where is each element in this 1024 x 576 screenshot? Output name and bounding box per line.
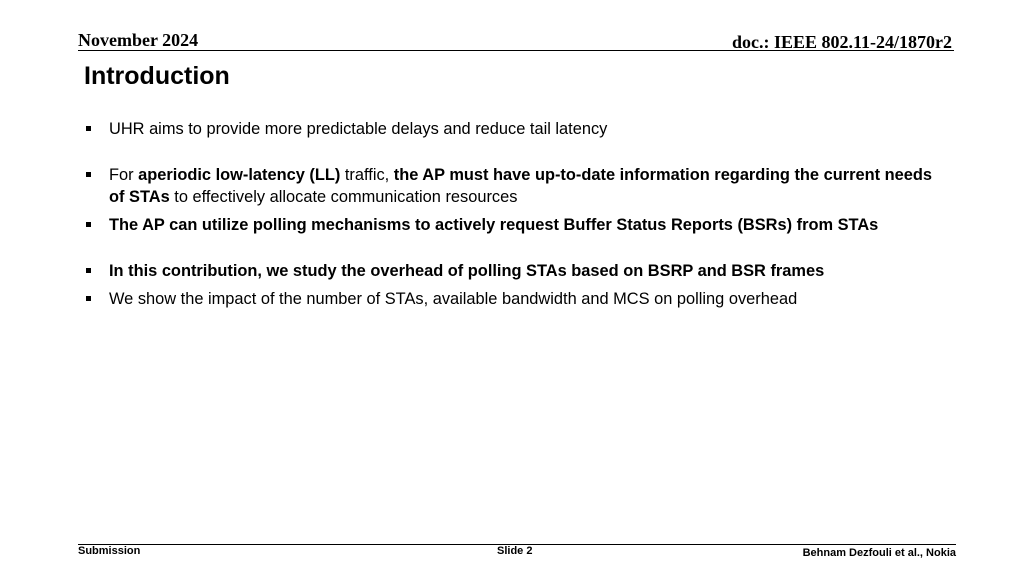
bullet-square-icon [86,296,91,301]
bullet-text: We show the impact of the number of STAs, available bandwidth and MCS on polling overhead [109,290,798,308]
bullet-item [84,164,934,208]
bullet-text: UHR aims to provide more predictable delays and reduce tail latency [109,120,608,138]
bullet-text: For [109,166,139,184]
bullet-square-icon [86,172,91,177]
footer-author: Behnam Dezfouli et al., Nokia [802,547,956,559]
bullet-item [84,118,934,140]
footer-submission: Submission [78,545,141,557]
bullet-emphasis: the AP must have up-to-date information regarding the current needs of STAs [109,166,932,206]
bullet-item [84,214,934,236]
bullet-emphasis: The AP can utilize polling mechanisms to actively request Buffer Status Reports (BSRs) from STAs [109,216,879,234]
bullet-emphasis: In this contribution, we study the overhead of polling STAs based on BSRP and BSR frames [109,262,825,280]
bullet-item [84,260,934,282]
footer-slide-number: Slide 2 [497,545,533,557]
bullet-text: to effectively allocate communication resources [169,188,518,206]
bullet-square-icon [86,268,91,273]
bullet-square-icon [86,222,91,227]
header-doc-id: doc.: IEEE 802.11-24/1870r2 [731,32,952,52]
header-date: November 2024 [78,30,199,50]
slide-title: Introduction [84,62,230,90]
bullet-list [84,118,934,310]
bullet-square-icon [86,126,91,131]
header-divider [78,50,954,51]
bullet-text: traffic, [340,166,394,184]
bullet-emphasis: aperiodic low-latency (LL) [138,166,341,184]
bullet-item [84,288,934,310]
